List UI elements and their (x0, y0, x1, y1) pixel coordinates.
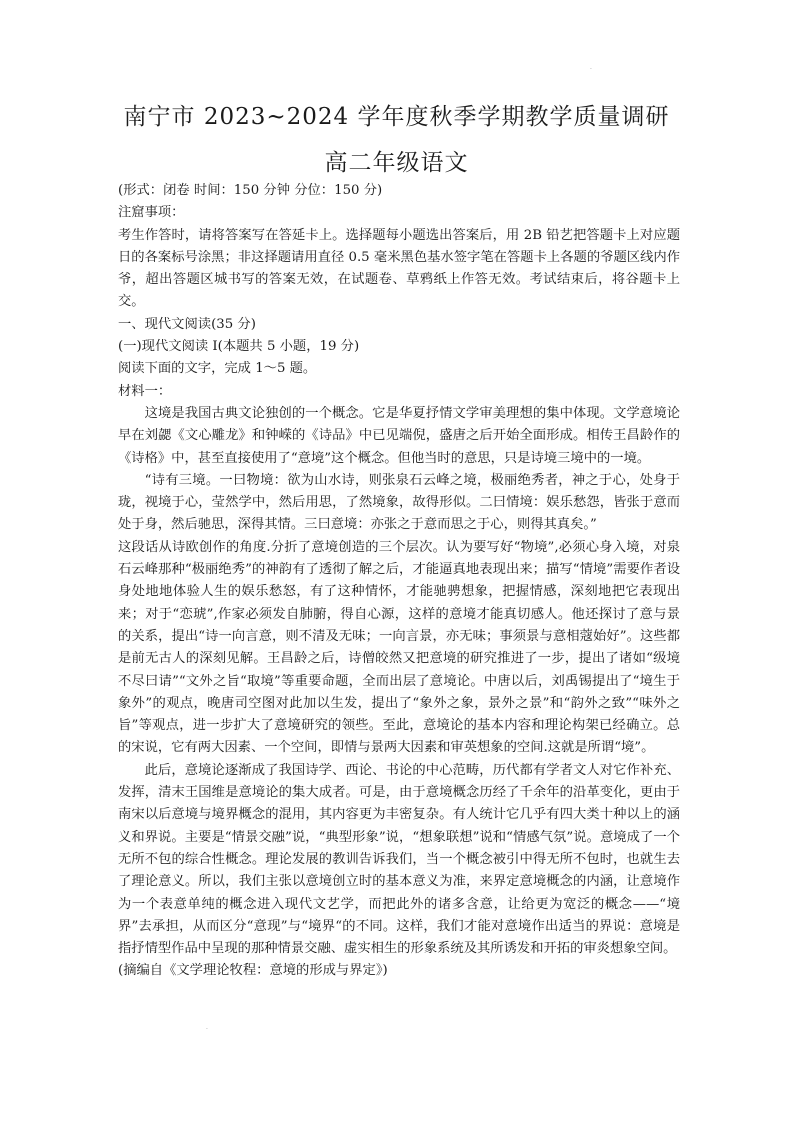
source-citation: (摘编自《文学理论牧程：意境的形成与界定》) (118, 963, 388, 979)
paragraph: 这段话从诗欧创作的角度.分折了意境创造的三个层次。认为要写好“物境”,必须心身入境，对泉石云峰那种“极丽绝秀”的神韵有了透彻了解之后，才能逼真地表现出来；描写“情境”需要作者设身处地地体验人生的娱乐愁怒，有了这种情怀，才能驰骋想象，把握情感，深刻地把它表现出来；对于“恋琥”,作家必须发自肺腑，得自心源，这样的意境才能真切感人。他还探讨了意与景的关系，提出“诗一向言意，则不清及无味；一向言景，亦无味；事须景与意相蔻始好”。这些都是前无古人的深刻见解。王昌龄之后，诗僧皎然又把意境的研究推进了一步，提出了诸如“级境不尽曰请”“文外之旨“取境”等重要命题，全而出层了意境论。中唐以后，刘禹锡提出了“境生于象外”的观点，晚唐司空图对此加以生发，提出了“象外之象，景外之景”和“韵外之致”“味外之旨”等观点，进一步扩大了意境研究的领些。至此，意境论的基本内容和理论构架已经确立。总的宋说，它有两大因素、一个空间，即情与景两大因素和审英想象的空间.这就是所谓“境”。 (118, 539, 680, 756)
paragraph: “诗有三境。一曰物境：欲为山水诗，则张泉石云峰之境，极丽绝秀者，神之于心，处身于珑，视境于心，莹然学中，然后用思，了然境象，故得形似。二曰情境：娱乐愁怨，皆张于意而处于身，然后驰思，深得其情。三曰意境：亦张之于意而思之于心，则得其真矣。” (118, 472, 680, 533)
scan-speck: · (590, 66, 592, 73)
paragraph: 这境是我国古典文论独创的一个概念。它是华夏抒情文学审美理想的集中体现。文学意境论早在刘勰《文心雕龙》和钟嵘的《诗品》中已见端倪，盛唐之后开始全面形成。相传王昌龄作的《诗格》中，甚至直接使用了“意境”这个概念。但他当时的意思，只是诗境三境中的一境。 (118, 405, 680, 466)
exam-body (118, 180, 680, 983)
material-label: 材料一： (118, 383, 172, 399)
instruction: 阅读下面的文字，完成 1～5 题。 (118, 361, 317, 377)
section-heading: 一、现代文阅读(35 分) (118, 316, 256, 332)
exam-subtitle: 高二年级语文 (324, 150, 469, 176)
scan-speck: · (206, 1026, 208, 1033)
notice-heading: 注窟事项： (118, 205, 185, 221)
exam-info: (形式：闭卷 时间：150 分钟 分位：150 分) (118, 183, 383, 198)
exam-title: 南宁市 2023~2024 学年度秋季学期教学质量调研 (123, 104, 670, 130)
paragraph: 此后，意境论逐渐成了我国诗学、西论、书论的中心范畴，历代都有学者文人对它作补充、发挥，清末王国维是意境论的集大成者。可是，由于意境概念历经了千余年的沿革变化，更由于南宋以后意境与境界概念的混用，其内容更为丰密复杂。有人统计它几乎有四大类十种以上的涵义和界说。主要是“情景交融”说，“典型形象”说，“想象联想”说和“情感气氛”说。意境成了一个无所不包的综合性概念。理论发展的教训告诉我们，当一个概念被引中得无所不包时，也就生去了理论意义。所以，我们主张以意境创立时的基本意义为准，来界定意境概念的内涵，让意境作为一个表意单纯的概念进入现代文艺学，而把此外的诸多含意，让给更为宽泛的概念——“境界”去承担，从而区分“意现”与“境界“的不同。这样，我们才能对意境作出适当的界说：意境是指抒情型作品中呈现的那种情景交融、虚实相生的形象系统及其所诱发和开拓的审炎想象空间。 (118, 762, 680, 957)
subsection-heading: (一)现代文阅读 I(本题共 5 小题，19 分) (118, 339, 360, 355)
notice-text: 考生作答时，请将答案写在答延卡上。选择题每小题选出答案后，用 2B 铅艺把答题卡上对应题日的各案标号涂黑；非这择题请用直径 0.5 毫米黑色基水签字笔在答题卡上各题的爷题区线内作爷，超出答题区城书写的答案无效，在试题卷、草鸦纸上作答无效。考试结束后，将谷题卡上交。 (118, 227, 680, 310)
